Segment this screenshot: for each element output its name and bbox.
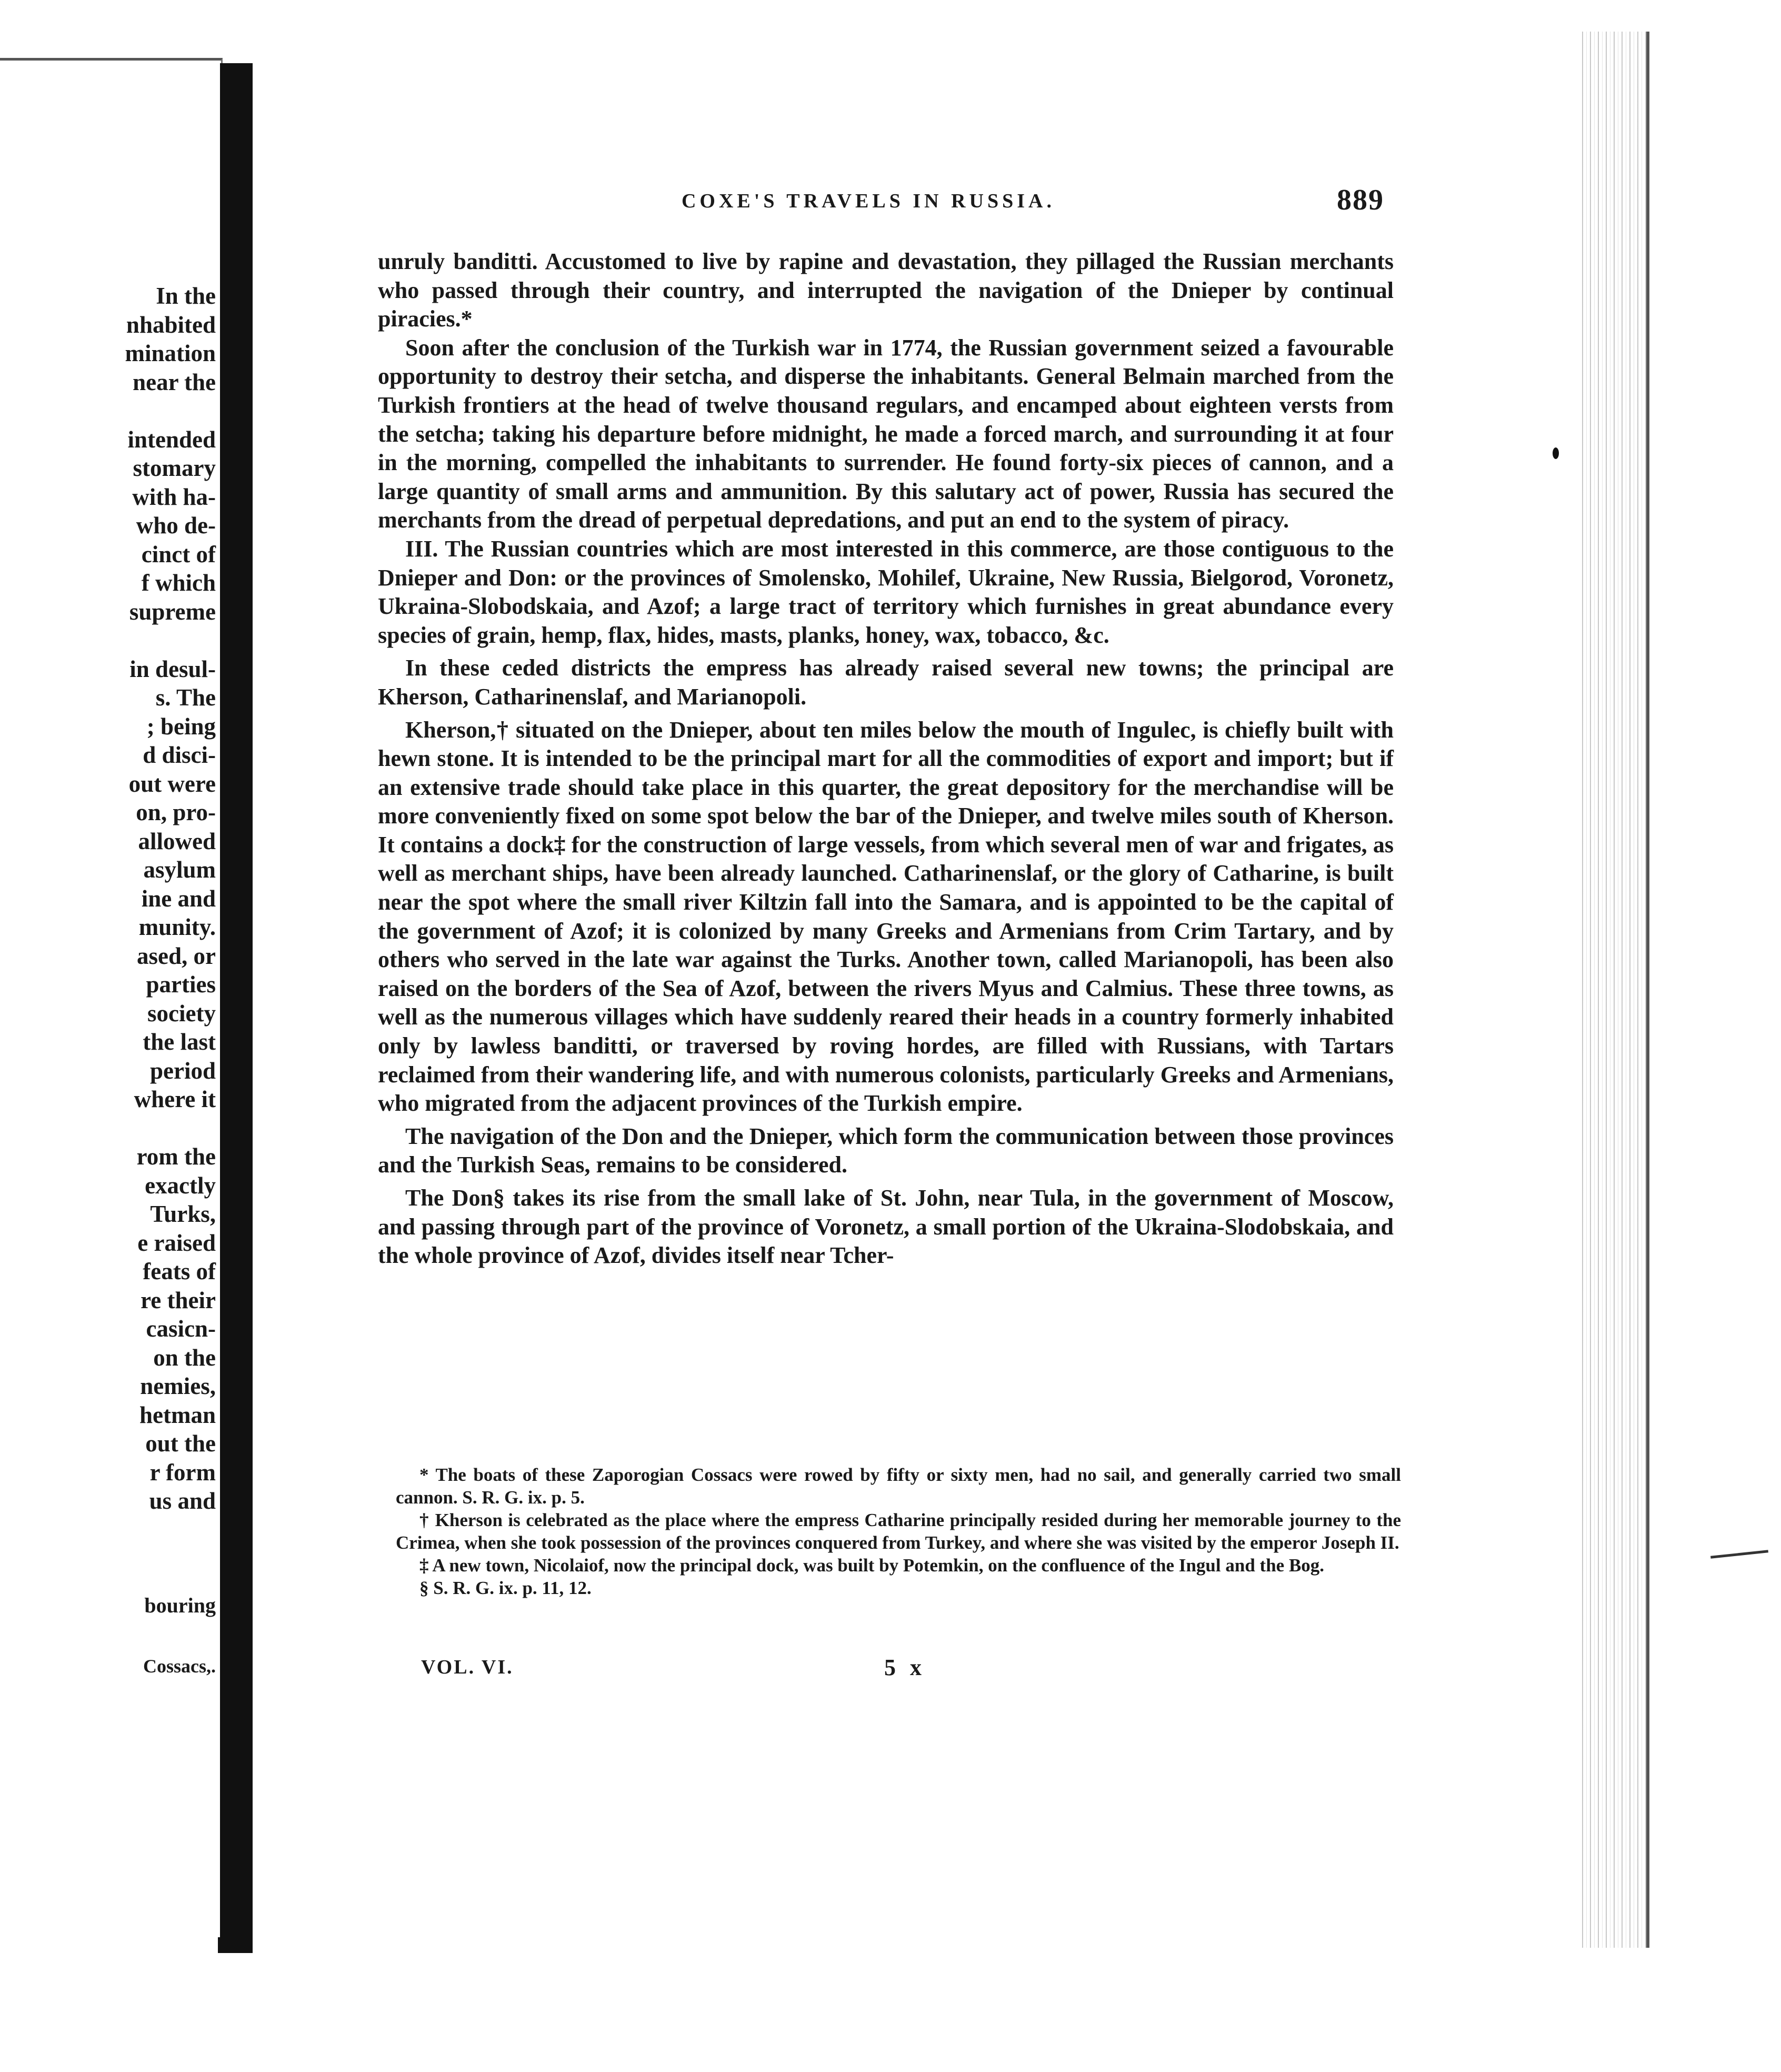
page-number: 889 bbox=[1337, 184, 1384, 216]
facing-page-fragment: Turks, bbox=[150, 1201, 216, 1227]
edge-pencil-mark bbox=[1710, 1550, 1768, 1558]
facing-page-fragment: supreme bbox=[129, 598, 216, 625]
facing-page-fragment: out were bbox=[128, 770, 216, 797]
footnote: † Kherson is celebrated as the place where the empress Catharine principally resided during her memorable journey to the Crimea, when she took possession of the provinces conquered from Turkey, and where she was visited by the emperor Joseph II. bbox=[396, 1510, 1401, 1553]
facing-page-fragment: ased, or bbox=[137, 942, 216, 969]
facing-page-fragment bbox=[0, 626, 216, 655]
facing-page-fragment: ; being bbox=[146, 713, 216, 740]
facing-page-fragment: e raised bbox=[137, 1229, 216, 1256]
facing-page-fragment: stomary bbox=[133, 455, 216, 481]
page-edge-stack bbox=[1579, 32, 1647, 1948]
facing-page-fragment bbox=[0, 396, 216, 425]
facing-page-fragment: nhabited bbox=[126, 311, 216, 338]
facing-page-fragment: feats of bbox=[143, 1258, 216, 1284]
facing-page-fragment: d disci- bbox=[143, 742, 216, 768]
facing-page-fragment: casicn- bbox=[146, 1316, 216, 1342]
facing-page-fragment: re their bbox=[141, 1287, 216, 1313]
ink-spot-mark bbox=[1553, 447, 1559, 459]
facing-page-fragment bbox=[0, 1516, 216, 1545]
body-text bbox=[378, 247, 1394, 1270]
facing-page-fragment: period bbox=[149, 1057, 216, 1084]
facing-page-fragment bbox=[0, 1114, 216, 1143]
facing-page-fragment: us and bbox=[149, 1488, 216, 1514]
facing-page-fragment: rom the bbox=[136, 1143, 216, 1170]
facing-page-fragment: exactly bbox=[145, 1172, 216, 1199]
facing-page-fragment: allowed bbox=[138, 828, 216, 854]
facing-page-fragment: f which bbox=[141, 570, 216, 596]
binding-gutter bbox=[220, 63, 253, 1937]
paragraph: unruly banditti. Accustomed to live by rapine and devastation, they pillaged the Russian merchants who passed through their country, and interrupted the navigation of the Dnieper by continual piracies.* bbox=[378, 248, 1394, 332]
paragraph: III. The Russian countries which are most interested in this commerce, are those contiguous to the Dnieper and Don: or the provinces of Smolensko, Mohilef, Ukraine, New Russia, Bielgorod, Voronetz, Ukraina-Slobodskaia, and Azof; a large tract of territory which furnishes in great abundance every species of grain, hemp, flax, hides, masts, planks, honey, wax, tobacco, &c. bbox=[378, 535, 1394, 648]
facing-page-fragment: out the bbox=[145, 1430, 216, 1457]
facing-page-fragment: cinct of bbox=[141, 541, 216, 567]
facing-page-fragment: on the bbox=[153, 1344, 216, 1371]
facing-page-fragment: hetman bbox=[139, 1401, 216, 1428]
facing-page-fragment: with ha- bbox=[132, 483, 216, 510]
facing-page-fragment: mination bbox=[125, 340, 216, 366]
facing-page-fragment: where it bbox=[134, 1086, 216, 1112]
facing-page-fragment: nemies, bbox=[140, 1373, 216, 1399]
facing-page-fragment: society bbox=[147, 1000, 216, 1027]
footnotes bbox=[396, 1463, 1401, 1599]
facing-page-fragment: in desul- bbox=[129, 655, 216, 682]
volume-signature: VOL. VI. bbox=[421, 1656, 514, 1678]
facing-page-fragment: munity. bbox=[138, 914, 216, 940]
facing-page-fragment: Cossacs,. bbox=[143, 1655, 216, 1677]
facing-page-fragment: the last bbox=[143, 1029, 216, 1055]
facing-page-fragment: bouring bbox=[144, 1593, 216, 1617]
facing-page-fragment: on, pro- bbox=[136, 799, 216, 825]
facing-page-fragment: ine and bbox=[141, 885, 216, 912]
footnote: ‡ A new town, Nicolaiof, now the principal dock, was built by Potemkin, on the confluence of the Ingul and the Bog. bbox=[419, 1555, 1325, 1576]
facing-page-fragment: who de- bbox=[136, 512, 216, 539]
facing-page-text-fragments bbox=[0, 282, 216, 1680]
facing-page-fragment: s. The bbox=[155, 684, 216, 711]
facing-page-fragment: In the bbox=[156, 283, 216, 309]
facing-page-fragment: parties bbox=[146, 971, 216, 998]
footnote: * The boats of these Zaporogian Cossacs were rowed by fifty or sixty men, had no sail, and generally carried two small cannon. S. R. G. ix. p. 5. bbox=[396, 1465, 1401, 1508]
facing-page-fragment: asylum bbox=[143, 856, 216, 883]
paragraph: The navigation of the Don and the Dnieper, which form the communication between those provinces and the Turkish Seas, remains to be considered. bbox=[378, 1123, 1394, 1178]
paragraph: The Don§ takes its rise from the small lake of St. John, near Tula, in the government of Moscow, and passing through part of the province of Voronetz, a small portion of the Ukraina-Slodobskaia, and the whole province of Azof, divides itself near Tcher- bbox=[378, 1185, 1394, 1269]
facing-page-fragment: intended bbox=[127, 426, 216, 453]
page-edge-shadow bbox=[1646, 32, 1649, 1948]
footnote: § S. R. G. ix. p. 11, 12. bbox=[419, 1578, 592, 1598]
facing-page-left bbox=[0, 58, 223, 1924]
paragraph: Soon after the conclusion of the Turkish war in 1774, the Russian government seized a favourable opportunity to destroy their setcha, and disperse the inhabitants. General Belmain marched from the Turkish frontiers at the head of twelve thousand regulars, and encamped about eighteen versts from the setcha; taking his departure before midnight, he made a forced march, and surrounding it at four in the morning, compelled the inhabitants to surrender. He found forty-six pieces of cannon, and a large quantity of small arms and ammunition. By this salutary act of power, Russia has secured the merchants from the dread of perpetual depredations, and put an end to the system of piracy. bbox=[378, 334, 1394, 533]
facing-page-fragment: near the bbox=[133, 368, 216, 395]
gathering-signature: 5 x bbox=[884, 1655, 926, 1680]
facing-page-fragment: r form bbox=[149, 1459, 216, 1486]
paragraph: In these ceded districts the empress has already raised several new towns; the principal are Kherson, Catharinenslaf, and Marianopoli. bbox=[378, 655, 1394, 710]
running-head: COXE'S TRAVELS IN RUSSIA. bbox=[681, 190, 1055, 212]
paragraph: Kherson,† situated on the Dnieper, about ten miles below the mouth of Ingulec, is chiefly built with hewn stone. It is intended to be the principal mart for all the commodities of export and import; but if an extensive trade should take place in this quarter, the great depository for the merchandise will be more conveniently fixed on some spot below the bar of the Dnieper, and twelve miles south of Kherson. It contains a dock‡ for the construction of large vessels, from which several men of war and frigates, as well as merchant ships, have been already launched. Catharinenslaf, or the glory of Catharine, is built near the spot where the small river Kiltzin fall into the Samara, and is appointed to be the capital of the government of Azof; it is colonized by many Greeks and Armenians from Crim Tartary, and by others who served in the late war against the Turks. Another town, called Marianopoli, has been also raised on the borders of the Sea of Azof, between the rivers Myus and Calmius. These three towns, as well as the numerous villages which have suddenly reared their heads in a country formerly inhabited only by lawless banditti, or traversed by roving hordes, are filled with Russians, with Tartars reclaimed from their wandering life, and with numerous colonists, particularly Greeks and Armenians, who migrated from the adjacent provinces of the Turkish empire. bbox=[378, 716, 1394, 1117]
